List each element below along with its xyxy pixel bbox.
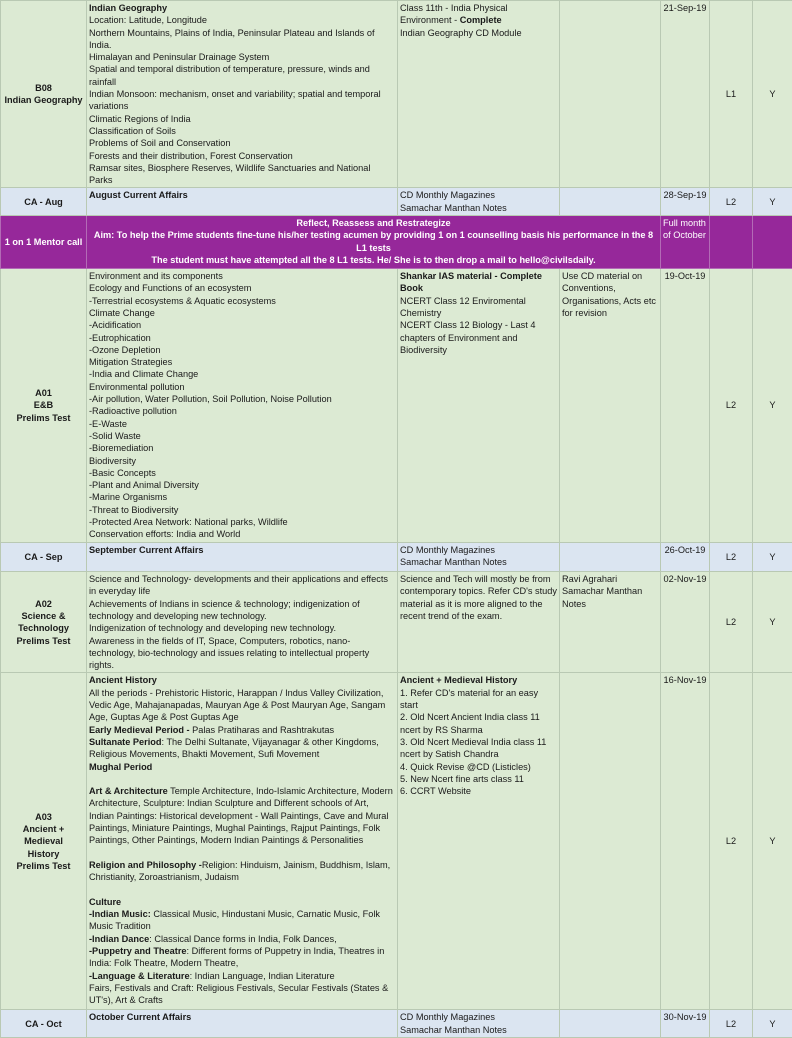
schedule-row — [1, 572, 792, 673]
topics-cell — [87, 1, 398, 188]
body-text: Fairs, Festivals and Craft: Religious Festivals, Secular Festivals (States & UT's), Art & Crafts — [89, 983, 388, 1005]
body-text: : The Delhi Sultanate, Vijayanagar & other Kingdoms, Religious Movements, Bhakti Movement, Sufi Movement — [89, 737, 379, 759]
bold-text: -Language & Literature — [89, 971, 190, 981]
body-text: 2. Old Ncert Ancient India class 11 ncert by RS Sharma — [400, 712, 540, 734]
body-text: Samachar Manthan Notes — [400, 203, 507, 213]
date-cell: 28-Sep-19 — [661, 188, 710, 216]
body-text: Environment and its components — [89, 271, 223, 281]
bold-text: Complete — [460, 15, 502, 25]
text-line — [400, 1024, 557, 1036]
text-line — [562, 270, 658, 319]
body-text: : Indian Language, Indian Literature — [190, 971, 335, 981]
text-line — [400, 189, 557, 201]
text-line: The student must have attempted all the 8 L1 tests. He/ She is to then drop a mail to hello@civilsdaily. — [89, 254, 658, 266]
sources-cell — [398, 543, 560, 572]
text-line — [400, 295, 557, 320]
bold-text: Ancient History — [89, 675, 157, 685]
text-line — [89, 319, 395, 331]
text-line — [562, 585, 658, 610]
body-text: Use CD material on Conventions, Organisations, Acts etc for revision — [562, 271, 656, 318]
text-line — [89, 970, 395, 982]
text-line — [89, 1011, 395, 1023]
topics-cell — [87, 543, 398, 572]
text-line — [89, 674, 395, 686]
date-cell: 16-Nov-19 — [661, 673, 710, 1010]
body-text: -India and Climate Change — [89, 369, 198, 379]
body-text: Indian Monsoon: mechanism, onset and variability; spatial and temporal variations — [89, 89, 381, 111]
bold-text: Art & Architecture — [89, 786, 168, 796]
extra-notes-cell — [560, 188, 661, 216]
text-line — [400, 556, 557, 568]
body-text: Problems of Soil and Conservation — [89, 138, 230, 148]
extra-notes-cell — [560, 1, 661, 188]
text-line — [400, 2, 557, 14]
text-line — [89, 430, 395, 442]
body-text: NCERT Class 12 Enviromental Chemistry — [400, 296, 526, 318]
body-text: Science and Tech will mostly be from contemporary topics. Refer CD's study material as it is more aligned to the recent trend of the exam. — [400, 574, 557, 621]
text-line — [89, 622, 395, 634]
text-line — [89, 27, 395, 52]
text-line: Ancient + Medieval — [3, 823, 84, 848]
body-text: -Eutrophication — [89, 333, 151, 343]
text-line — [400, 736, 557, 761]
test-label — [1, 543, 87, 572]
body-text: Environmental pollution — [89, 382, 185, 392]
text-line — [89, 270, 395, 282]
test-label — [1, 269, 87, 543]
body-text: Indigenization of technology and developing new technology. — [89, 623, 336, 633]
text-line — [89, 528, 395, 540]
body-text: Samachar Manthan Notes — [562, 586, 642, 608]
text-line: History — [3, 848, 84, 860]
text-line — [89, 773, 395, 785]
date-cell: 26-Oct-19 — [661, 543, 710, 572]
date-cell: 30-Nov-19 — [661, 1010, 710, 1038]
body-text: -Solid Waste — [89, 431, 141, 441]
text-line — [400, 270, 557, 295]
body-text: 4. Quick Revise @CD (Listicles) — [400, 762, 531, 772]
test-label — [1, 1, 87, 188]
flag-cell: Y — [753, 543, 792, 572]
bold-text: Culture — [89, 897, 121, 907]
text-line — [89, 332, 395, 344]
body-text: -Plant and Animal Diversity — [89, 480, 199, 490]
text-line — [89, 896, 395, 908]
text-line — [89, 344, 395, 356]
text-line — [89, 137, 395, 149]
body-text: Mitigation Strategies — [89, 357, 172, 367]
body-text: 3. Old Ncert Medieval India class 11 ncert by Satish Chandra — [400, 737, 546, 759]
body-text: Indian Geography CD Module — [400, 28, 522, 38]
text-line — [562, 573, 658, 585]
text-line — [89, 724, 395, 736]
text-line — [400, 761, 557, 773]
text-line — [89, 479, 395, 491]
extra-notes-cell — [560, 543, 661, 572]
text-line: E&B — [3, 399, 84, 411]
topics-cell — [87, 673, 398, 1010]
extra-notes-cell — [560, 572, 661, 673]
body-text: 6. CCRT Website — [400, 786, 471, 796]
text-line — [89, 945, 395, 970]
body-text: CD Monthly Magazines — [400, 1012, 495, 1022]
body-text: Forests and their distribution, Forest Conservation — [89, 151, 293, 161]
body-text: Temple Architecture, Indo-Islamic Architecture, Modern Architecture, Sculpture: Indian Sculpture and Different schools of Art, Indian Paintings: Historical development - Wall Paintings, Cave and Mural Paintings, Miniature Paintings, Mughal Paintings, Rajput Paintings, Folk Paintings, Other Paintings, Modern Indian Paintings & Personalities — [89, 786, 393, 845]
body-text: Samachar Manthan Notes — [400, 557, 507, 567]
bold-text: Ancient + Medieval History — [400, 675, 517, 685]
body-text: -Acidification — [89, 320, 141, 330]
text-line — [400, 202, 557, 214]
schedule-row — [1, 543, 792, 572]
body-text: Himalayan and Peninsular Drainage System — [89, 52, 269, 62]
body-text: NCERT Class 12 Biology - Last 4 chapters of Environment and Biodiversity — [400, 320, 536, 355]
body-text: Science and Technology- developments and their applications and effects in everyday life — [89, 574, 388, 596]
test-label — [1, 673, 87, 1010]
body-text: Climate Change — [89, 308, 155, 318]
text-line: A01 — [3, 387, 84, 399]
body-text: Class 11th - India Physical — [400, 3, 508, 13]
level-cell: L2 — [710, 572, 753, 673]
text-line — [400, 687, 557, 712]
text-line: CA - Aug — [3, 196, 84, 208]
text-line — [89, 393, 395, 405]
sources-cell — [398, 188, 560, 216]
bold-text: October Current Affairs — [89, 1012, 191, 1022]
body-text: Awareness in the fields of IT, Space, Computers, robotics, nano-technology, bio-technology and issues relating to intellectual property rights. — [89, 636, 369, 671]
body-text: Environment - — [400, 15, 460, 25]
extra-notes-cell — [560, 269, 661, 543]
body-text: -Protected Area Network: National parks, Wildlife — [89, 517, 288, 527]
topics-cell — [87, 188, 398, 216]
body-text: -Radioactive pollution — [89, 406, 177, 416]
text-line — [400, 14, 557, 26]
level-cell: L2 — [710, 269, 753, 543]
flag-cell: Y — [753, 1, 792, 188]
body-text: 1. Refer CD's material for an easy start — [400, 688, 538, 710]
text-line — [89, 125, 395, 137]
sources-cell — [398, 269, 560, 543]
date-cell: 19-Oct-19 — [661, 269, 710, 543]
body-text: Samachar Manthan Notes — [400, 1025, 507, 1035]
body-text: CD Monthly Magazines — [400, 545, 495, 555]
bold-text: Indian Geography — [89, 3, 167, 13]
body-text: -E-Waste — [89, 419, 127, 429]
schedule-row — [1, 1, 792, 188]
bold-text: Sultanate Period — [89, 737, 162, 747]
text-line: CA - Oct — [3, 1018, 84, 1030]
bold-text: -Indian Music: — [89, 909, 151, 919]
text-line — [400, 1011, 557, 1023]
test-label — [1, 572, 87, 673]
level-cell — [710, 216, 753, 269]
text-line — [89, 356, 395, 368]
body-text: : Different forms of Puppetry in India, Theatres in India: Folk Theatre, Modern Theatre, — [89, 946, 384, 968]
text-line: CA - Sep — [3, 551, 84, 563]
body-text: 5. New Ncert fine arts class 11 — [400, 774, 524, 784]
body-text: Climatic Regions of India — [89, 114, 191, 124]
text-line — [400, 674, 557, 686]
text-line: B08 — [3, 82, 84, 94]
text-line: Reflect, Reassess and Restrategize — [89, 217, 658, 229]
bold-text: Early Medieval Period - — [89, 725, 192, 735]
text-line — [89, 88, 395, 113]
text-line — [400, 544, 557, 556]
text-line — [89, 113, 395, 125]
body-text: Conservation efforts: India and World — [89, 529, 240, 539]
text-line — [89, 381, 395, 393]
level-cell: L2 — [710, 188, 753, 216]
schedule-row — [1, 673, 792, 1010]
text-line — [89, 516, 395, 528]
text-line — [400, 27, 557, 39]
text-line — [89, 282, 395, 294]
bold-text: Mughal Period — [89, 762, 152, 772]
body-text: Ramsar sites, Biosphere Reserves, Wildlife Sanctuaries and National Parks — [89, 163, 370, 185]
bold-text: September Current Affairs — [89, 545, 204, 555]
text-line — [89, 761, 395, 773]
body-text: Location: Latitude, Longitude — [89, 15, 207, 25]
body-text: Palas Pratiharas and Rashtrakutas — [192, 725, 334, 735]
body-text: Classical Music, Hindustani Music, Carnatic Music, Folk Music Tradition — [89, 909, 380, 931]
text-line — [400, 573, 557, 622]
flag-cell: Y — [753, 673, 792, 1010]
text-line — [89, 162, 395, 187]
text-line — [89, 455, 395, 467]
text-line — [400, 785, 557, 797]
body-text: Ecology and Functions of an ecosystem — [89, 283, 251, 293]
body-text: Biodiversity — [89, 456, 136, 466]
text-line: A02 — [3, 598, 84, 610]
text-line: Aim: To help the Prime students fine-tune his/her testing acumen by providing 1 on 1 counselling basis his performance in the 8 L1 tests — [89, 229, 658, 254]
text-line: Indian Geography — [3, 94, 84, 106]
text-line: Prelims Test — [3, 412, 84, 424]
sources-cell — [398, 673, 560, 1010]
flag-cell: Y — [753, 1010, 792, 1038]
mentor-call-row — [1, 216, 792, 269]
text-line — [89, 14, 395, 26]
text-line: Prelims Test — [3, 635, 84, 647]
text-line — [89, 418, 395, 430]
body-text: -Marine Organisms — [89, 492, 167, 502]
text-line — [89, 405, 395, 417]
text-line — [89, 368, 395, 380]
level-cell: L1 — [710, 1, 753, 188]
text-line — [89, 295, 395, 307]
body-text: Achievements of Indians in science & technology; indigenization of technology and developing new technology. — [89, 599, 360, 621]
body-text: -Basic Concepts — [89, 468, 156, 478]
text-line — [89, 736, 395, 761]
text-line — [89, 785, 395, 846]
body-text: -Ozone Depletion — [89, 345, 161, 355]
text-line — [89, 687, 395, 724]
text-line — [89, 63, 395, 88]
text-line — [89, 982, 395, 1007]
date-cell: Full month of October — [661, 216, 710, 269]
body-text: CD Monthly Magazines — [400, 190, 495, 200]
mentor-aim-text — [87, 216, 661, 269]
text-line — [89, 150, 395, 162]
body-text: -Air pollution, Water Pollution, Soil Pollution, Noise Pollution — [89, 394, 332, 404]
topics-cell — [87, 269, 398, 543]
text-line: 1 on 1 Mentor call — [3, 236, 84, 248]
flag-cell: Y — [753, 572, 792, 673]
level-cell: L2 — [710, 1010, 753, 1038]
text-line: Prelims Test — [3, 860, 84, 872]
text-line — [89, 859, 395, 884]
text-line — [89, 491, 395, 503]
sources-cell — [398, 572, 560, 673]
text-line — [400, 773, 557, 785]
extra-notes-cell — [560, 673, 661, 1010]
body-text: -Threat to Biodiversity — [89, 505, 178, 515]
flag-cell — [753, 216, 792, 269]
text-line — [89, 573, 395, 598]
text-line — [89, 635, 395, 672]
text-line — [400, 319, 557, 356]
level-cell: L2 — [710, 673, 753, 1010]
body-text: Northern Mountains, Plains of India, Peninsular Plateau and Islands of India. — [89, 28, 375, 50]
schedule-row — [1, 269, 792, 543]
body-text: All the periods - Prehistoric Historic, Harappan / Indus Valley Civilization, Vedic Age, Mahajanapadas, Mauryan Age & Post Mauryan Age, Sangam Age, Guptas Age & Post Guptas Age — [89, 688, 385, 723]
bold-text: -Indian Dance — [89, 934, 149, 944]
topics-cell — [87, 572, 398, 673]
text-line — [89, 504, 395, 516]
sources-cell — [398, 1, 560, 188]
text-line — [89, 2, 395, 14]
text-line — [89, 933, 395, 945]
bold-text: -Puppetry and Theatre — [89, 946, 187, 956]
test-label — [1, 188, 87, 216]
text-line: Technology — [3, 622, 84, 634]
flag-cell: Y — [753, 269, 792, 543]
body-text: : Classical Dance forms in India, Folk Dances, — [149, 934, 336, 944]
text-line — [89, 467, 395, 479]
bold-text: Religion and Philosophy - — [89, 860, 202, 870]
text-line — [89, 847, 395, 859]
text-line — [89, 598, 395, 623]
text-line — [89, 189, 395, 201]
text-line — [89, 442, 395, 454]
bold-text: August Current Affairs — [89, 190, 188, 200]
text-line — [89, 544, 395, 556]
text-line — [400, 711, 557, 736]
body-text: Spatial and temporal distribution of temperature, pressure, winds and rainfall — [89, 64, 370, 86]
text-line: Science & — [3, 610, 84, 622]
date-cell: 02-Nov-19 — [661, 572, 710, 673]
text-line — [89, 51, 395, 63]
bold-text: Shankar IAS material - Complete Book — [400, 271, 542, 293]
date-cell: 21-Sep-19 — [661, 1, 710, 188]
text-line — [89, 883, 395, 895]
body-text: -Bioremediation — [89, 443, 153, 453]
body-text: -Terrestrial ecosystems & Aquatic ecosystems — [89, 296, 276, 306]
text-line — [89, 908, 395, 933]
body-text: Classification of Soils — [89, 126, 176, 136]
level-cell: L2 — [710, 543, 753, 572]
schedule-row — [1, 188, 792, 216]
body-text: Ravi Agrahari — [562, 574, 617, 584]
flag-cell: Y — [753, 188, 792, 216]
test-label — [1, 216, 87, 269]
text-line: A03 — [3, 811, 84, 823]
body-text: Religion: Hinduism, Jainism, Buddhism, Islam, Christianity, Zoroastrianism, Judaism — [89, 860, 390, 882]
text-line — [89, 307, 395, 319]
